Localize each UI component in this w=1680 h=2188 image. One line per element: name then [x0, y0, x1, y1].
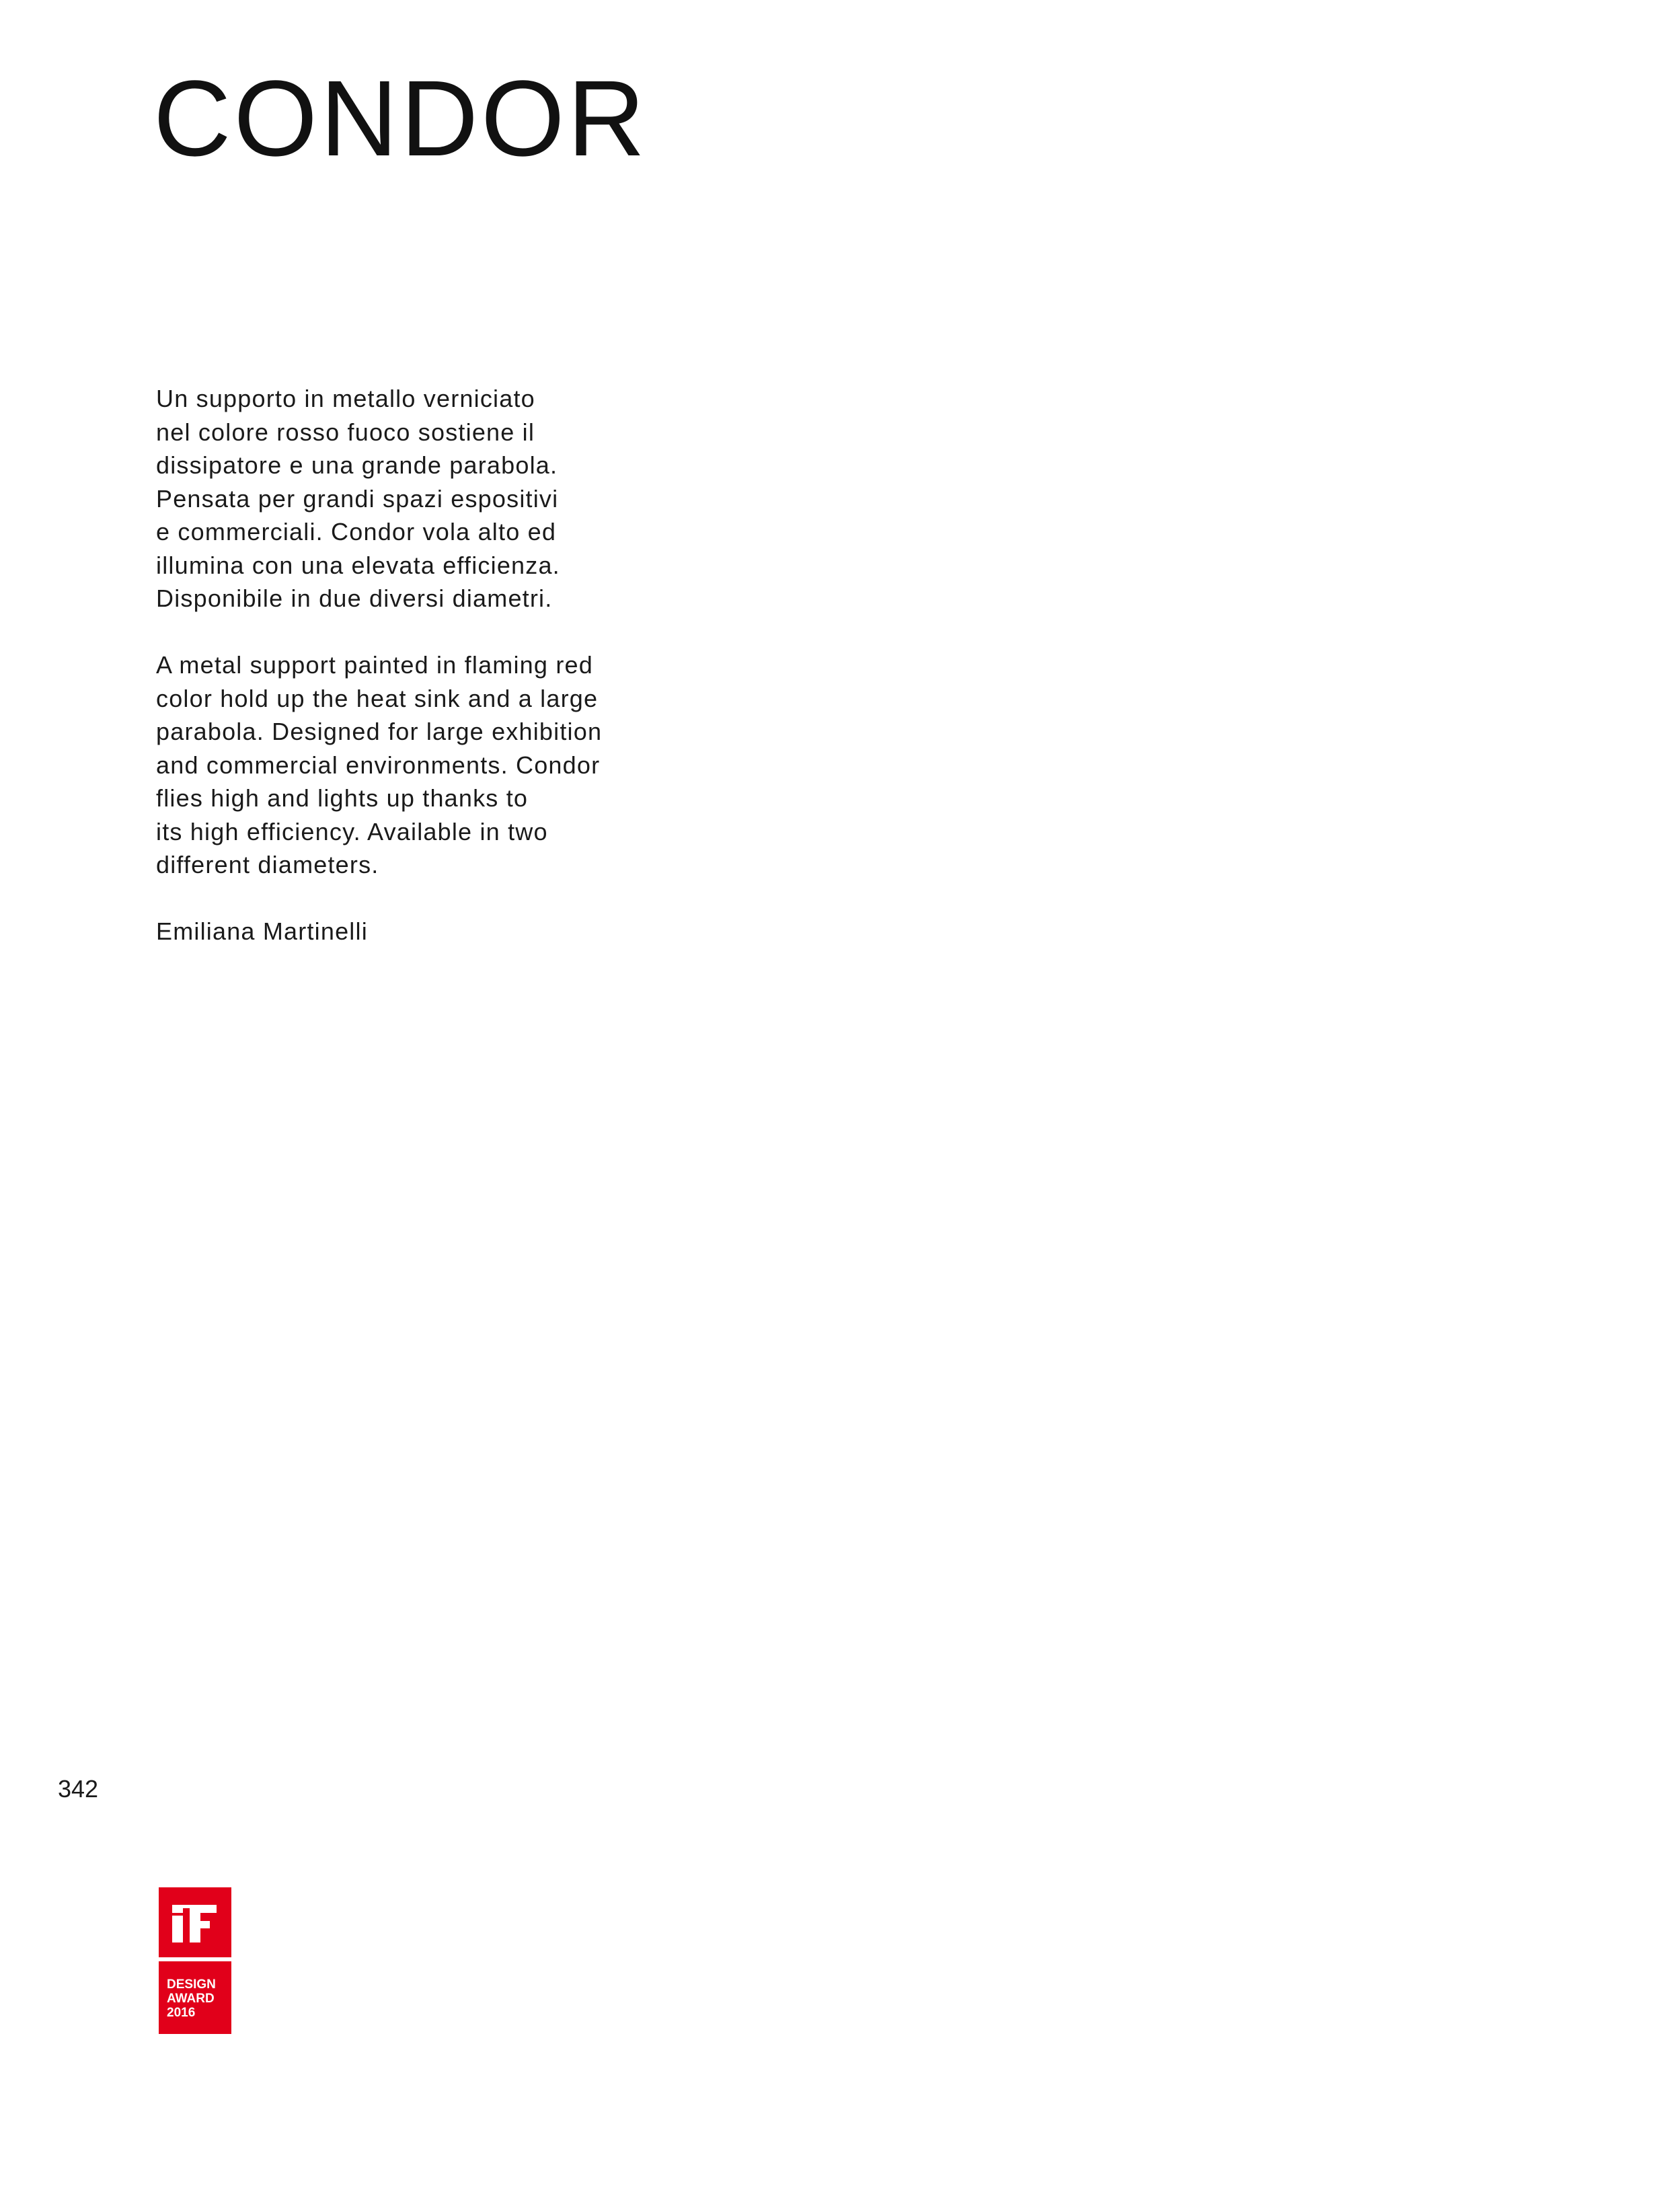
if-logo	[159, 1887, 231, 1957]
designer-name: Emiliana Martinelli	[156, 917, 368, 945]
award-line-year: 2016	[167, 2006, 196, 2020]
description-english: A metal support painted in flaming red color hold up the heat sink and a large parabola. Designed for large exhibition and commercial environments. Condor flies high and lights up thanks to its high efficiency. Available in two different diameters.	[156, 651, 603, 878]
page-number: 342	[58, 1775, 99, 1803]
if-logo-icon	[159, 1887, 231, 1957]
award-line-award: AWARD	[167, 1992, 215, 2006]
if-design-award-badge	[159, 1887, 231, 2034]
description-italian: Un supporto in metallo verniciato nel colore rosso fuoco sostiene il dissipatore e una grande parabola. Pensata per grandi spazi espositivi e commerciali. Condor vola alto ed illumina con una elevata efficienza. Disponibile in due diversi diametri.	[156, 385, 560, 612]
page-title: CONDOR	[153, 58, 648, 178]
description-block	[156, 382, 667, 948]
award-line-design: DESIGN	[167, 1977, 216, 1992]
award-label	[159, 1961, 231, 2034]
